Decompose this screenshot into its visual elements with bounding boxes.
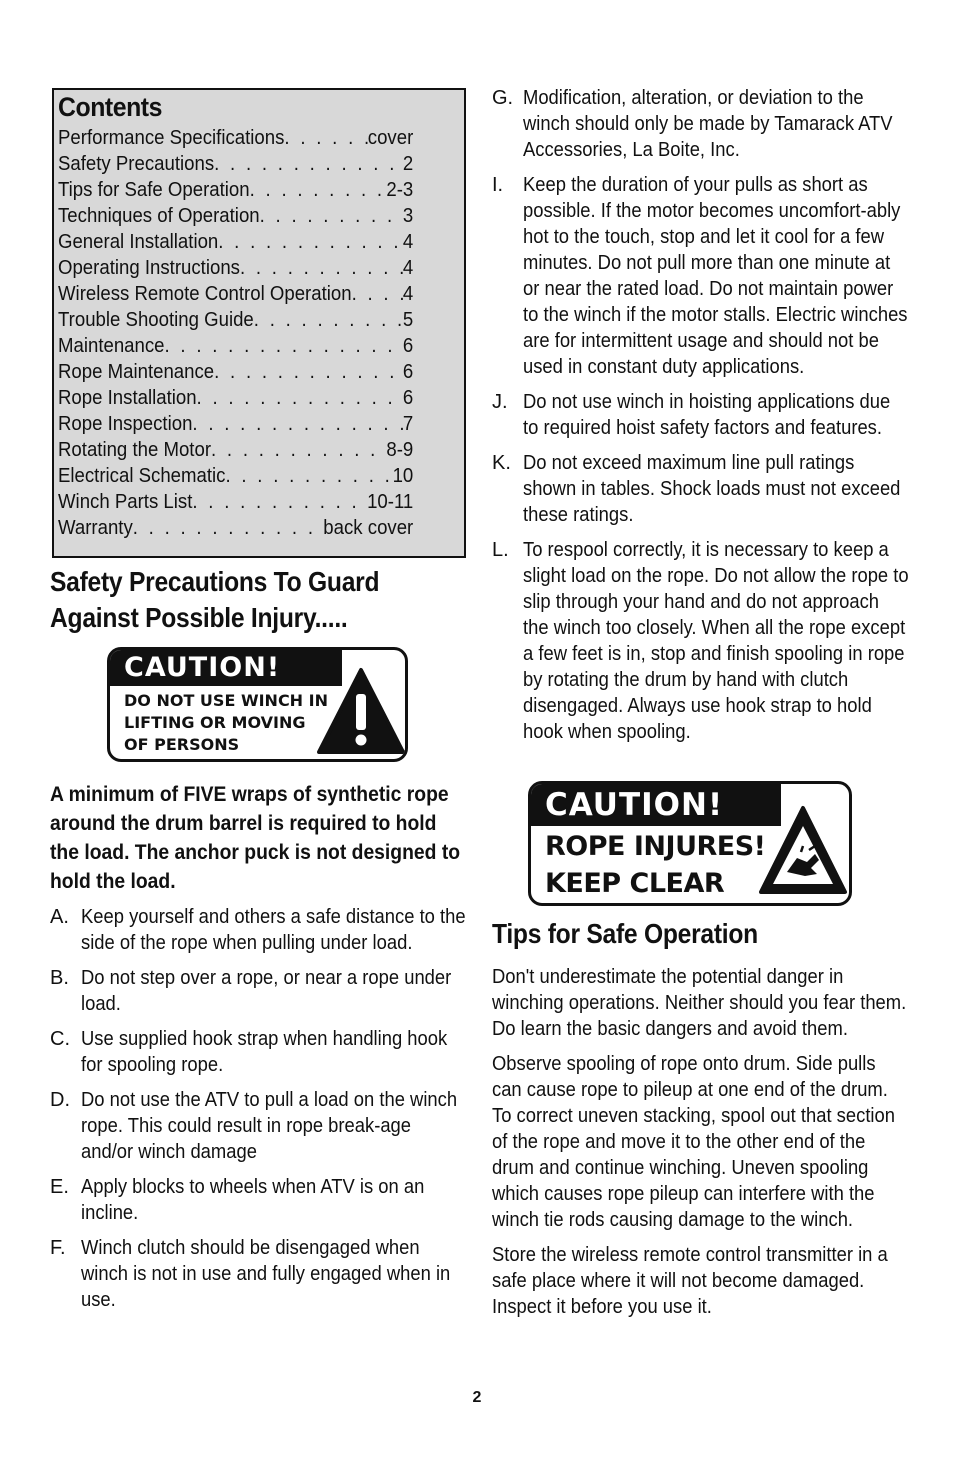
list-item-text: Keep yourself and others a safe distance to the side of the rope when pulling under load. [81, 906, 466, 954]
contents-row-leader [352, 281, 403, 307]
contents-row-page: 4 [402, 257, 414, 279]
safety-list-item [50, 1026, 470, 1078]
contents-row [58, 385, 413, 411]
contents-row [58, 437, 413, 463]
caution-message [124, 690, 328, 756]
contents-row-label: Safety Precautions [58, 153, 215, 175]
list-item-key: B. [50, 967, 69, 989]
caution-label: CAUTION! [531, 784, 781, 826]
list-item-key: E. [50, 1176, 69, 1198]
tips-paragraph-text: Store the wireless remote control transmitter in a safe place where it will not become damaged. Inspect it before you use it. [492, 1244, 888, 1318]
contents-row [58, 411, 413, 437]
contents-row-leader [254, 307, 403, 333]
contents-row-label: Wireless Remote Control Operation [58, 283, 352, 305]
contents-row-page: 4 [402, 231, 414, 253]
list-item-text: Winch clutch should be disengaged when winch is not in use and fully engaged when in use. [81, 1237, 451, 1311]
safety-list-left [50, 904, 470, 1322]
contents-row-page: 10-11 [367, 491, 414, 513]
contents-row-leader [250, 177, 387, 203]
contents-row-label: Maintenance [58, 335, 165, 357]
list-item-key: A. [50, 906, 69, 928]
list-item-key: I. [492, 174, 504, 196]
contents-row-leader [218, 229, 403, 255]
caution-label: CAUTION! [110, 650, 342, 686]
contents-row-leader [192, 489, 367, 515]
safety-list-item [492, 85, 912, 163]
contents-row-leader [197, 385, 403, 411]
contents-row [58, 463, 413, 489]
contents-row-label: Rope Maintenance [58, 361, 215, 383]
contents-list [58, 125, 464, 541]
caution-message [545, 828, 765, 902]
list-item-text: Modification, alteration, or deviation to the winch should only be made by Tamarack ATV Accessories, La Boite, Inc. [523, 87, 893, 161]
safety-list-item [492, 172, 912, 380]
safety-list-item [50, 1087, 470, 1165]
safety-list-item [50, 904, 470, 956]
contents-row-page: 5 [402, 309, 414, 331]
contents-row-leader [192, 411, 402, 437]
contents-row-leader [284, 125, 367, 151]
list-item-text: Do not exceed maximum line pull ratings shown in tables. Shock loads must not exceed these ratings. [523, 452, 901, 526]
list-item-text: To respool correctly, it is necessary to keep a slight load on the rope. Do not allow the rope to slip through your hand and do not approach the winch too closely. When all the rope except a few feet is in, stop and finish spooling in rope by rotating the drum by hand with clutch disengaged. Always use hook strap to hold hook when spooling. [523, 539, 909, 743]
list-item-key: G. [492, 87, 514, 109]
contents-row-label: Performance Specifications [58, 127, 285, 149]
list-item-text: Keep the duration of your pulls as short as possible. If the motor becomes uncomfort-ably hot to the touch, stop and let it cool for a few minutes. Do not pull more than one minute at or near the rated load. Do not maintain power to the winch if the motor stalls. Electric winches are for intermittent usage and should not be used in constant duty applications. [523, 174, 908, 378]
safety-list-item [492, 537, 912, 745]
contents-row-page: back cover [323, 517, 414, 539]
list-item-key: L. [492, 539, 509, 561]
hand-crush-warning-icon [757, 802, 849, 898]
caution-line: OF PERSONS [124, 735, 240, 754]
contents-row-leader [240, 255, 403, 281]
contents-row-page: 2-3 [386, 179, 414, 201]
contents-row-page: 6 [402, 361, 414, 383]
safety-list-item [50, 1235, 470, 1313]
contents-row-page: 8-9 [386, 439, 414, 461]
caution-sign-persons [107, 647, 408, 762]
contents-row-leader [133, 515, 324, 541]
contents-row-label: Winch Parts List [58, 491, 193, 513]
safety-list-item [492, 389, 912, 441]
tips-paragraph-text: Don't underestimate the potential danger in winching operations. Neither should you fear them. Do learn the basic dangers and avoid them. [492, 966, 907, 1040]
caution-sign-rope [528, 781, 852, 906]
contents-row-label: Warranty [58, 517, 133, 539]
safety-heading-line1: Safety Precautions To Guard [50, 566, 380, 597]
contents-row-leader [260, 203, 403, 229]
five-wraps-notice: A minimum of FIVE wraps of synthetic rope around the drum barrel is required to hold the load. The anchor puck is not designed to hold the load. [50, 783, 461, 893]
contents-row [58, 125, 413, 151]
tips-heading: Tips for Safe Operation [492, 918, 758, 949]
caution-line: DO NOT USE WINCH IN [124, 691, 328, 710]
contents-row [58, 151, 413, 177]
page-number: 2 [472, 1389, 482, 1406]
contents-row-page: 4 [402, 283, 414, 305]
list-item-text: Use supplied hook strap when handling hook for spooling rope. [81, 1028, 448, 1076]
tips-paragraph-text: Observe spooling of rope onto drum. Side pulls can cause rope to pileup at one end of the drum. To correct uneven stacking, spool out that section of the rope and move it to the other end of the drum and continue winching. Uneven spooling which causes rope pileup can interfere with the winch tie rods causing damage to the winch. [492, 1053, 895, 1231]
safety-list-item [492, 450, 912, 528]
contents-row-page: 7 [402, 413, 414, 435]
contents-row [58, 229, 413, 255]
caution-line: ROPE INJURES! [545, 831, 766, 862]
contents-row-label: General Installation [58, 231, 219, 253]
list-item-text: Apply blocks to wheels when ATV is on an incline. [81, 1176, 425, 1224]
contents-row [58, 255, 413, 281]
warning-triangle-icon [316, 666, 406, 758]
contents-row [58, 203, 413, 229]
contents-row-label: Operating Instructions [58, 257, 240, 279]
list-item-key: K. [492, 452, 511, 474]
contents-row-page: 2 [402, 153, 414, 175]
list-item-key: J. [492, 391, 508, 413]
contents-box [52, 88, 466, 558]
contents-row-page: 3 [402, 205, 414, 227]
list-item-key: C. [50, 1028, 70, 1050]
caution-line: KEEP CLEAR [545, 868, 725, 899]
tips-paragraph [492, 964, 912, 1042]
contents-row-label: Trouble Shooting Guide [58, 309, 254, 331]
safety-list-right [492, 85, 912, 754]
contents-row-leader [214, 151, 403, 177]
contents-row [58, 359, 413, 385]
contents-row-label: Techniques of Operation [58, 205, 260, 227]
contents-row [58, 177, 413, 203]
contents-row-page: 10 [392, 465, 414, 487]
contents-row-label: Tips for Safe Operation [58, 179, 250, 201]
contents-row-leader [225, 463, 392, 489]
safety-list-item [50, 1174, 470, 1226]
tips-paragraph [492, 1051, 912, 1233]
tips-paragraph [492, 1242, 912, 1320]
contents-row [58, 515, 413, 541]
contents-row-page: cover [367, 127, 414, 149]
contents-row-label: Rotating the Motor [58, 439, 212, 461]
contents-row [58, 489, 413, 515]
contents-row [58, 307, 413, 333]
contents-row-leader [214, 359, 403, 385]
contents-row [58, 333, 413, 359]
list-item-text: Do not use winch in hoisting applications due to required hoist safety factors and features. [523, 391, 891, 439]
safety-list-item [50, 965, 470, 1017]
contents-row-label: Electrical Schematic [58, 465, 226, 487]
list-item-text: Do not use the ATV to pull a load on the winch rope. This could result in rope break-age and/or winch damage [81, 1089, 458, 1163]
contents-row-page: 6 [402, 387, 414, 409]
list-item-key: D. [50, 1089, 70, 1111]
tips-paragraphs [492, 964, 912, 1329]
contents-row-label: Rope Inspection [58, 413, 193, 435]
contents-row [58, 281, 413, 307]
contents-row-label: Rope Installation [58, 387, 197, 409]
list-item-text: Do not step over a rope, or near a rope under load. [81, 967, 452, 1015]
safety-heading-line2: Against Possible Injury..... [50, 602, 348, 633]
list-item-key: F. [50, 1237, 66, 1259]
caution-line: LIFTING OR MOVING [124, 713, 306, 732]
contents-title: Contents [58, 92, 162, 122]
contents-row-page: 6 [402, 335, 414, 357]
contents-row-leader [165, 333, 403, 359]
safety-heading [50, 564, 379, 636]
contents-row-leader [211, 437, 386, 463]
